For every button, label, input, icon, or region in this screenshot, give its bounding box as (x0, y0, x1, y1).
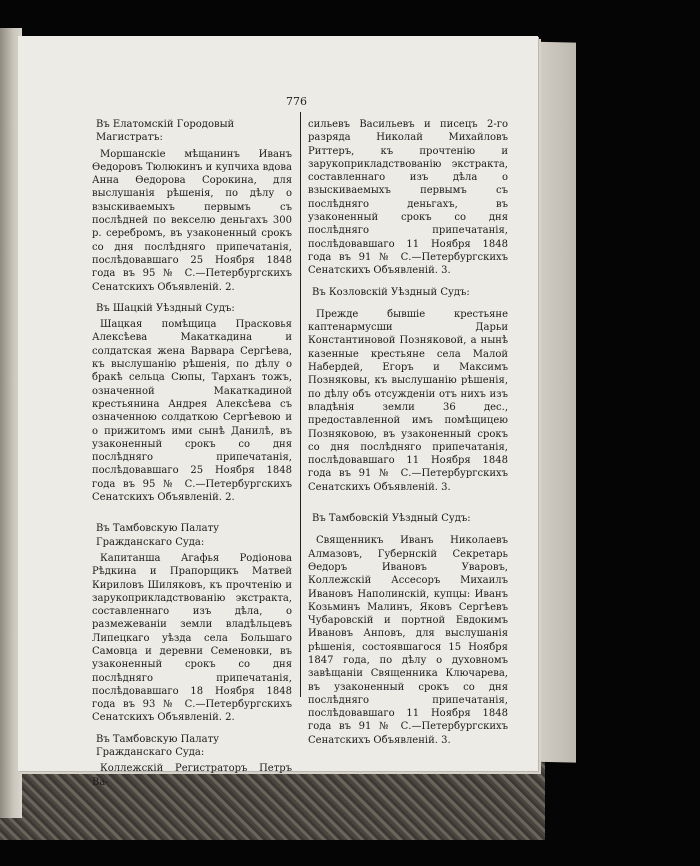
column-divider (300, 112, 301, 697)
left-column (92, 118, 292, 797)
notice-heading: Въ Козловскiй Уѣздный Судъ: (312, 286, 470, 298)
notice-block (92, 118, 292, 294)
notice-text: Шацкая помѣщица Прасковья Алексѣева Макаткадина и солдатская жена Варвара Сергѣева, къ выслушанiю рѣшенiя, по дѣлу о бракѣ сельца Сюпы, Тарханъ тожъ, означенной Макаткадиной крестьянина Андрея Алексѣева съ означенною солдаткою Сергѣевою и о прижитомъ ими сынѣ Данилѣ, въ узаконенный срокъ со дня послѣдняго припечатанiя, послѣдовавшаго 25 Ноября 1848 года въ 95 № С.—Петербургскихъ Сенатскихъ Объявленiй. 2. (92, 319, 292, 504)
notice-block (308, 118, 508, 278)
notice-text: Священникъ Иванъ Николаевъ Алмазовъ, Губернскiй Секретарь Ѳедоръ Ивановъ Уваровъ, Коллежскiй Ассесоръ Михаилъ Ивановъ Наполинскiй, купцы: Иванъ Козьминъ Малинъ, Яковъ Сергѣевъ Чубаровскiй и портной Евдокимъ Ивановъ Анповъ, для выслушанiя рѣшенiя, состоявшагося 15 Ноября 1847 года, по дѣлу о духовномъ завѣщанiи Священника Ключарева, въ узаконенный срокъ со дня послѣдняго припечатанiя, послѣдовавшаго 11 Ноября 1848 года въ 91 № С.—Петербургскихъ Сенатскихъ Объявленiй. 3. (308, 535, 508, 746)
notice-heading: Въ Елатомскiй Городовый Магистратъ: (96, 119, 235, 144)
notice-text: Моршанскiе мѣщанинъ Иванъ Ѳедоровъ Тюлюкинъ и купчиха вдова Анна Ѳедорова Сорокина, для выслушанiя рѣшенiя, по дѣлу о взыскиваемыхъ первымъ съ послѣдней по векселю деньгахъ 300 р. серебромъ, въ узаконенный срокъ со дня послѣдняго припечатанiя, послѣдовавшаго 25 Ноября 1848 года въ 95 № С.—Петербургскихъ Сенатскихъ Объявленiй. 2. (92, 148, 292, 293)
notice-text: Капитанша Агафья Родiонова Рѣдкина и Прапорщикъ Матвей Кириловъ Шиляковъ, къ прочтенiю и зарукоприкладствованiю экстракта, составленнаго изъ дѣла, о размежеванiи земли владѣльцевъ Липецкаго уѣзда села Большаго Самовца и деревни Семеновки, въ узаконенный срокъ со дня послѣдняго припечатанiя, послѣдовавшаго 18 Ноября 1848 года въ 93 № С.—Петербургскихъ Сенатскихъ Объявленiй. 2. (92, 552, 292, 724)
notice-block (92, 302, 292, 504)
notice-heading: Въ Тамбовскую Палату Гражданскаго Суда: (96, 733, 220, 759)
notice-block (308, 286, 508, 494)
notice-block (92, 522, 292, 724)
right-column (308, 118, 508, 755)
notice-heading: Въ Тамбовскiй Уѣздный Судъ: (312, 513, 471, 525)
notice-heading: Въ Шацкiй Уѣздный Судъ: (96, 302, 235, 314)
notice-heading: Въ Тамбовскую Палату Гражданскаго Суда: (96, 523, 220, 548)
page-number: 776 (286, 95, 307, 108)
notice-text: Прежде бывшiе крестьяне каптенармусши Дарьи Константиновой Позняковой, а нынѣ казенные крестьяне села Малой Набердей, Егоръ и Максимъ Позняковы, къ выслушанiю рѣшенiя, по дѣлу объ отсужденiи отъ нихъ изъ владѣнiя земли 36 дес., предоставленной имъ помѣщицею Позняковою, въ узаконенный срокъ со дня послѣдняго припечатанiя, послѣдовавшаго 11 Ноября 1848 года въ 91 № С.—Петербургскихъ Сенатскихъ Объявленiй. 3. (308, 308, 508, 493)
notice-block (308, 512, 508, 747)
notice-block (92, 733, 292, 789)
notice-text: сильевъ Васильевъ и писецъ 2-го разряда Николай Михайловъ Риттеръ, къ прочтенiю и зарукоприкладствованiю экстракта, составленнаго изъ дѣла о взыскиваемыхъ первымъ съ послѣдняго деньгахъ, въ узаконенный срокъ со дня послѣдняго припечатанiя, послѣдовавшаго 11 Ноября 1848 года въ 91 № С.—Петербургскихъ Сенатскихъ Объявленiй. 3. (308, 119, 508, 277)
notice-text: Коллежскiй Регистраторъ Петръ Ва- (92, 763, 292, 788)
